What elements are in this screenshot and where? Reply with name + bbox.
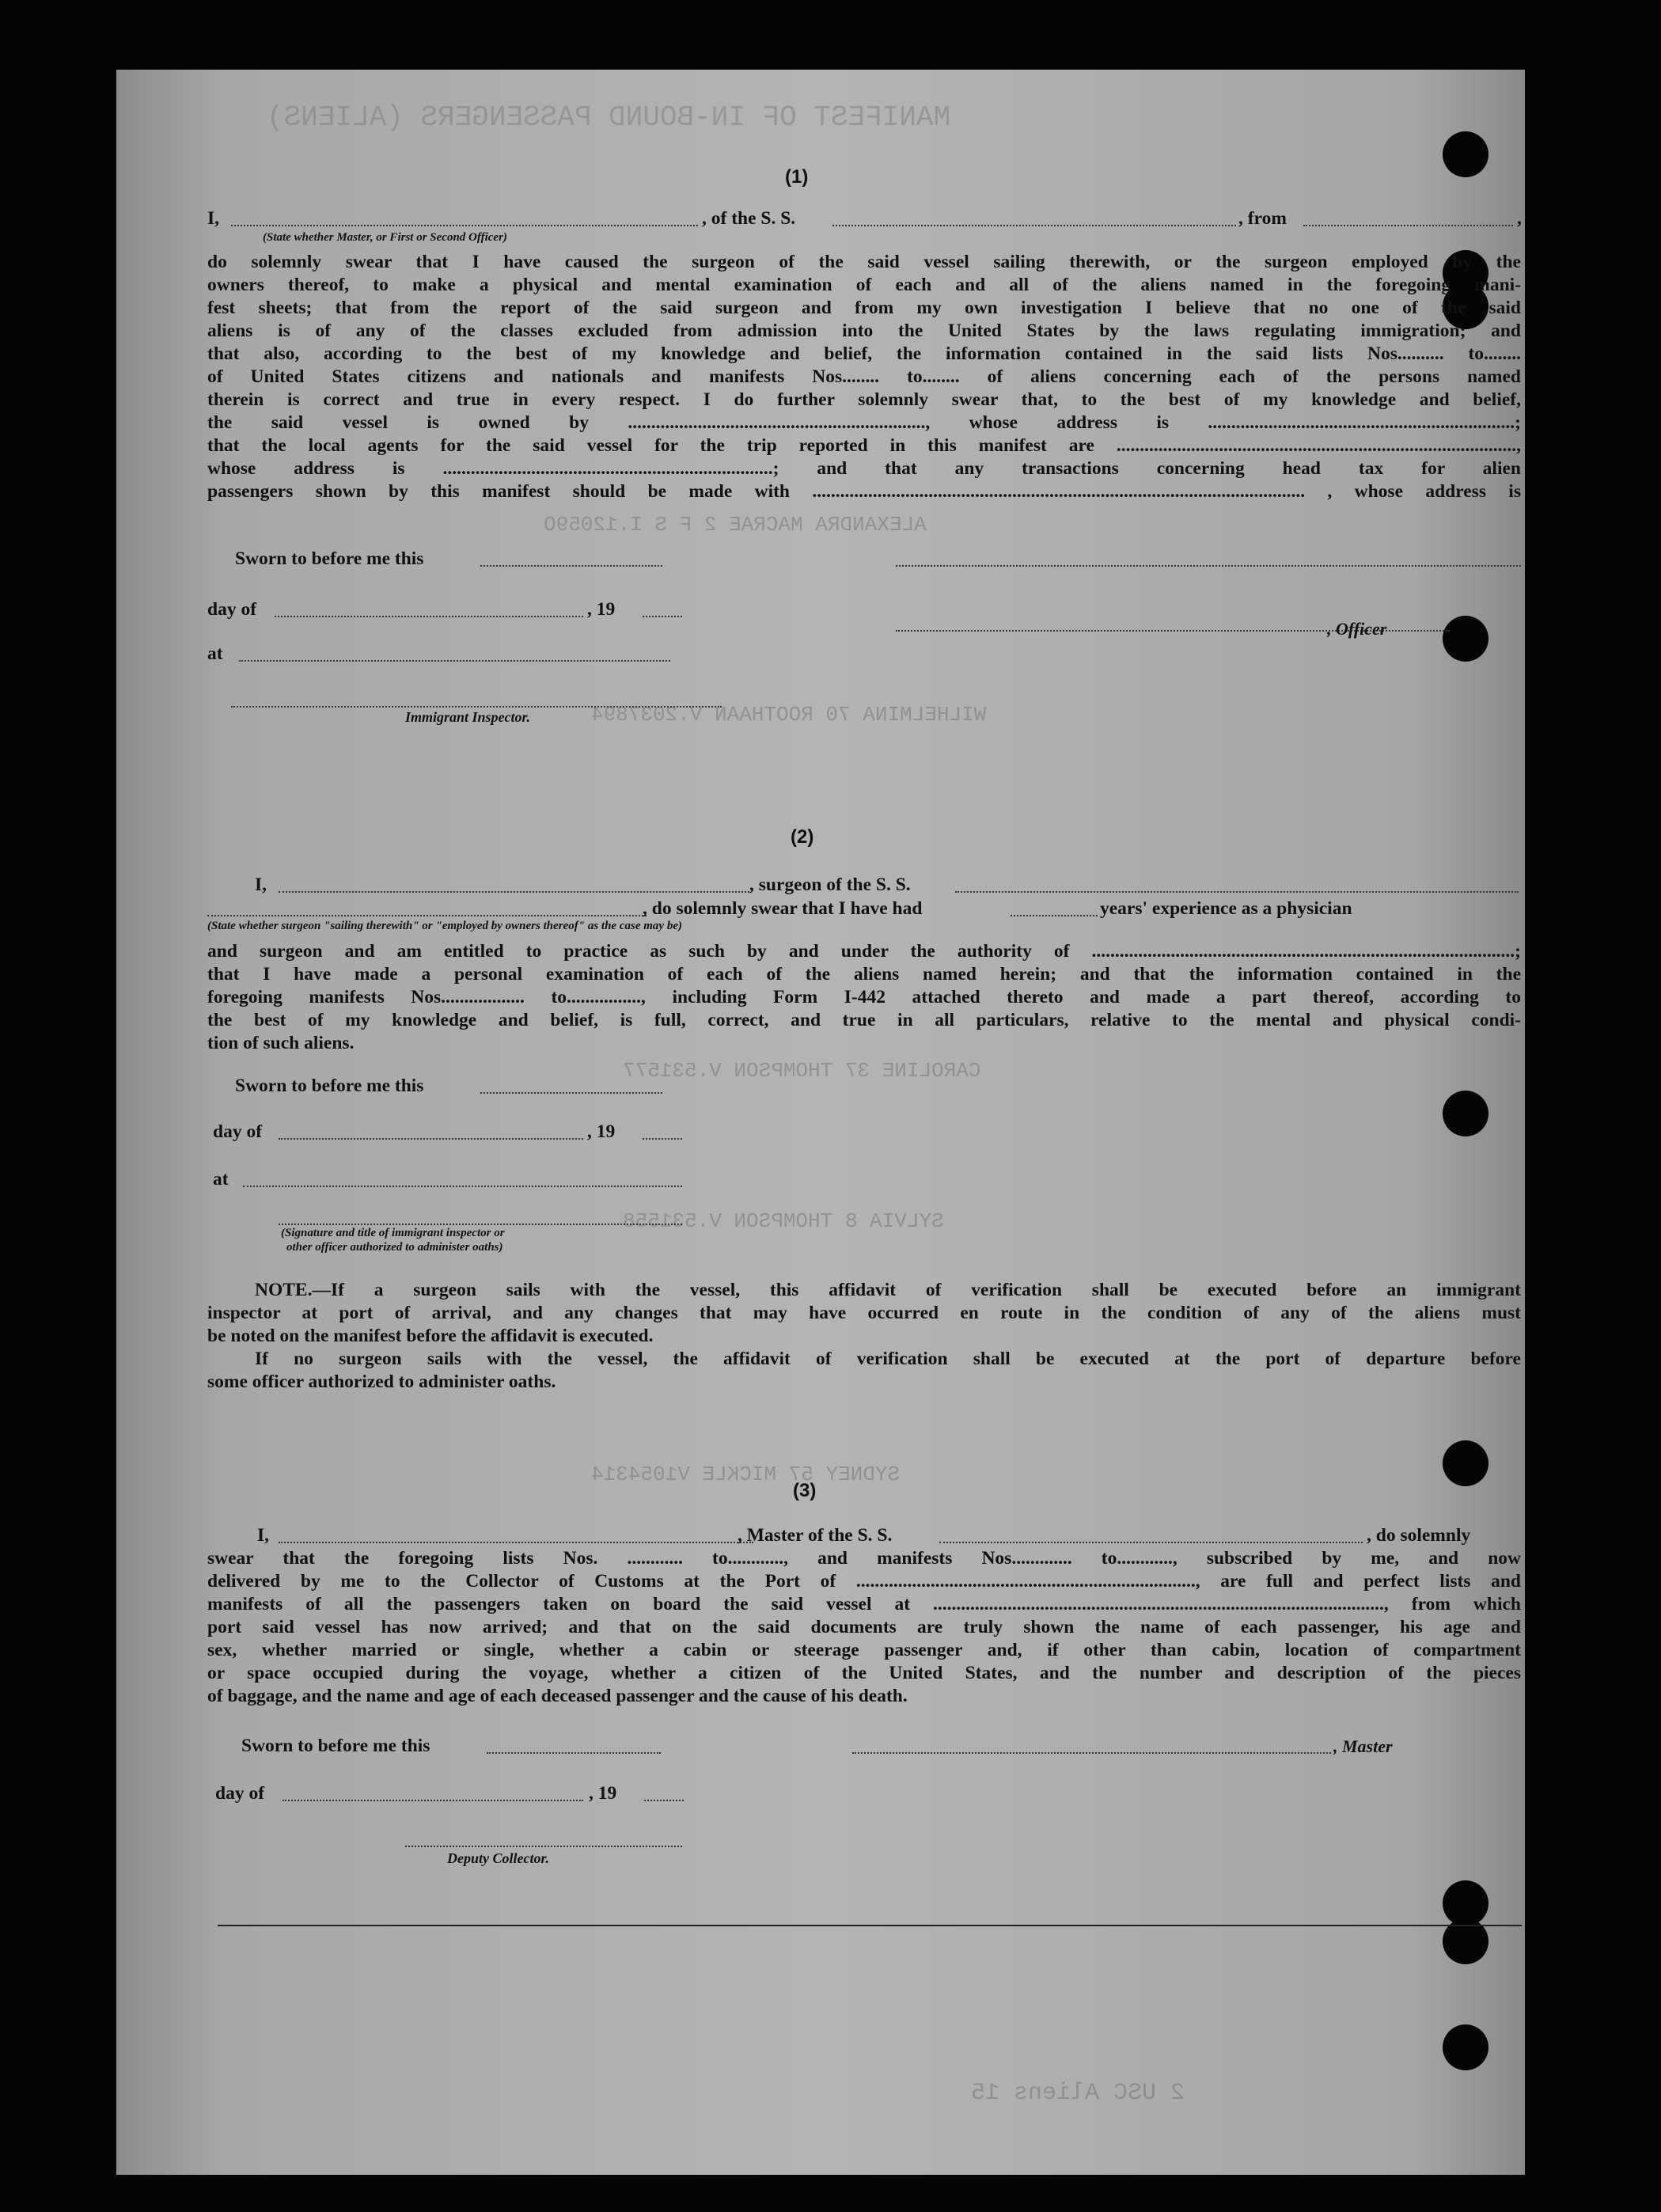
surgeon-of-ss: , surgeon of the S. S.: [749, 875, 911, 895]
body-line: the said vessel is owned by ................................................................, whose address is ..................................................................;: [207, 412, 1521, 433]
section-number: (2): [791, 826, 814, 848]
punch-hole: [1443, 2024, 1488, 2070]
day-of-field[interactable]: [279, 1138, 583, 1140]
punch-hole: [1443, 1440, 1488, 1486]
surgeon-name-field[interactable]: [279, 891, 749, 893]
sworn-date-field[interactable]: [487, 1752, 661, 1754]
body-line: owners thereof, to make a physical and mental examination of each and all of the aliens named in the foregoing mani-: [207, 275, 1521, 295]
years-experience-field[interactable]: [1011, 915, 1098, 916]
body-line: manifests of all the passengers taken on board the said vessel at ................................................................................................., from which: [207, 1594, 1521, 1614]
oath-first-line: I,: [207, 208, 220, 229]
sworn-label: Sworn to before me this: [235, 1076, 424, 1096]
body-line: therein is correct and true in every respect. I do further solemnly swear that, to the best of my knowledge and belief,: [207, 389, 1521, 410]
body-line: passengers shown by this manifest should be made with .......................................................................................................... , whose address is: [207, 481, 1521, 502]
body-line: fest sheets; that from the report of the said surgeon and from my own investigation I believe that no one of the said: [207, 298, 1521, 318]
body-line: the best of my knowledge and belief, is full, correct, and true in all particulars, relative to the mental and physical condi-: [207, 1010, 1521, 1030]
section-number: (1): [785, 166, 809, 188]
day-of-field[interactable]: [275, 616, 583, 617]
signature-caption: (Signature and title of immigrant inspector or: [281, 1227, 505, 1239]
bleed-through-row: CAROLINE 37 THOMPSON V.531577: [623, 1059, 981, 1083]
deputy-caption: Deputy Collector.: [447, 1850, 549, 1866]
at-field[interactable]: [239, 660, 670, 662]
manifest-affidavit-page: [116, 70, 1525, 2175]
year-field[interactable]: [643, 616, 682, 617]
day-of-label: day of: [207, 599, 257, 620]
year-field[interactable]: [643, 1138, 682, 1140]
body-line: swear that the foregoing lists Nos. ............ to............, and manifests Nos............. to............, subscribed by me, and now: [207, 1548, 1521, 1569]
body-line: aliens is of any of the classes excluded from admission into the United States by the laws regulating immigration; and: [207, 321, 1521, 341]
inspector-signature-field[interactable]: [279, 1224, 682, 1225]
master-caption: , Master: [1333, 1736, 1393, 1756]
at-label: at: [213, 1169, 229, 1189]
surgeon-status-field[interactable]: [207, 915, 647, 916]
note-line: NOTE.—If a surgeon sails with the vessel, this affidavit of verification shall be executed before an immigrant: [255, 1280, 1521, 1300]
vessel-label: , of the S. S.: [702, 208, 796, 229]
sworn-label: Sworn to before me this: [235, 548, 424, 569]
deputy-signature-field[interactable]: [405, 1846, 682, 1847]
sworn-date-field[interactable]: [480, 1092, 662, 1094]
bleed-through-row: SYDNEY 57 MICKLE V1054314: [591, 1463, 901, 1486]
note-line: inspector at port of arrival, and any changes that may have occurred en route in the condition of any of the aliens must: [207, 1303, 1521, 1323]
from-port-field[interactable]: [1303, 225, 1513, 226]
body-line: that the local agents for the said vessel for the trip reported in this manifest are ......................................................................................,: [207, 435, 1521, 456]
vessel-name-field[interactable]: [832, 225, 1236, 226]
body-line: that I have made a personal examination of each of the aliens named herein; and that the information contained in the: [207, 964, 1521, 985]
at-label: at: [207, 643, 223, 664]
sworn-label: Sworn to before me this: [241, 1736, 430, 1756]
years-experience-label: years' experience as a physician: [1100, 898, 1352, 919]
surgeon-state-caption: (State whether surgeon "sailing therewith" or "employed by owners thereof" as the case may be): [207, 920, 682, 932]
bleed-through-row: ALEXANDRA MACRAE 2 F S I.12059O: [544, 513, 927, 537]
inspector-signature-field[interactable]: [231, 706, 722, 708]
surgeon-vessel-field[interactable]: [955, 891, 1519, 893]
body-line: tion of such aliens.: [207, 1033, 355, 1053]
officer-signature-field[interactable]: [896, 565, 1521, 567]
body-line: whose address is .......................................................................; and that any transactions concerning head tax for alien: [207, 458, 1521, 479]
year-field[interactable]: [644, 1800, 684, 1801]
year-label: , 19: [587, 599, 616, 620]
body-line: and surgeon and am entitled to practice as such by and under the authority of ...........................................................................................;: [207, 941, 1521, 962]
year-label: , 19: [589, 1783, 617, 1804]
surgeon-i-label: I,: [255, 875, 267, 895]
state-caption: (State whether Master, or First or Second Officer): [263, 231, 507, 244]
body-line: foregoing manifests Nos.................. to................, including Form I-442 attached thereto and made a part thereof, according to: [207, 987, 1521, 1007]
master-of-ss: , Master of the S. S.: [738, 1525, 893, 1546]
at-field[interactable]: [243, 1186, 682, 1187]
signature-caption: other officer authorized to administer oaths): [286, 1241, 503, 1254]
body-line: port said vessel has now arrived; and that on the said documents are truly shown the name of each passenger, his age and: [207, 1617, 1521, 1637]
body-line: sex, whether married or single, whether a cabin or steerage passenger and, if other than cabin, location of compartment: [207, 1640, 1521, 1660]
year-label: , 19: [587, 1121, 616, 1142]
punch-hole: [1443, 616, 1488, 662]
note-line: be noted on the manifest before the affidavit is executed.: [207, 1326, 654, 1346]
end-comma: ,: [1517, 208, 1522, 229]
master-i-label: I,: [257, 1525, 270, 1546]
inspector-caption: Immigrant Inspector.: [405, 709, 531, 725]
officer-caption: , Officer: [1327, 619, 1387, 639]
body-line: that also, according to the best of my knowledge and belief, the information contained in the said lists Nos.......... to........: [207, 343, 1521, 364]
bleed-through-header: MANIFEST OF IN-BOUND PASSENGERS (ALIENS): [267, 101, 951, 134]
day-of-label: day of: [213, 1121, 263, 1142]
master-name-field[interactable]: [279, 1542, 753, 1543]
punch-hole: [1443, 131, 1488, 177]
bleed-through-row: WILHELMINA 70 ROOTHAAN V.2037894: [591, 703, 987, 727]
day-of-field[interactable]: [283, 1800, 583, 1801]
master-vessel-field[interactable]: [939, 1542, 1363, 1543]
from-label: , from: [1238, 208, 1287, 229]
surgeon-swear: , do solemnly swear that I have had: [643, 898, 923, 919]
officer-name-field[interactable]: [231, 225, 698, 226]
master-signature-field[interactable]: [852, 1752, 1331, 1754]
note-line: some officer authorized to administer oaths.: [207, 1372, 556, 1392]
body-line: of baggage, and the name and age of each deceased passenger and the cause of his death.: [207, 1686, 908, 1706]
body-line: delivered by me to the Collector of Customs at the Port of ........................................................................., are full and perfect lists and: [207, 1571, 1521, 1592]
note-line: If no surgeon sails with the vessel, the affidavit of verification shall be executed at the port of departure before: [255, 1349, 1521, 1369]
bleed-through-row: SYLVIA 8 THOMPSON V.531558: [623, 1209, 944, 1233]
section-number: (3): [793, 1480, 817, 1501]
bottom-rule: [218, 1925, 1522, 1926]
body-line: do solemnly swear that I have caused the surgeon of the said vessel sailing therewith, or the surgeon employed by the: [207, 252, 1521, 272]
do-solemnly: , do solemnly: [1367, 1525, 1471, 1546]
body-line: or space occupied during the voyage, whether a citizen of the United States, and the number and description of the pieces: [207, 1663, 1521, 1683]
sworn-date-field[interactable]: [480, 565, 662, 567]
body-line: of United States citizens and nationals and manifests Nos........ to........ of aliens concerning each of the persons named: [207, 366, 1521, 387]
punch-hole: [1443, 1091, 1488, 1136]
day-of-label: day of: [215, 1783, 265, 1804]
bleed-through-footer: 2 USC Aliens 15: [971, 2080, 1185, 2107]
